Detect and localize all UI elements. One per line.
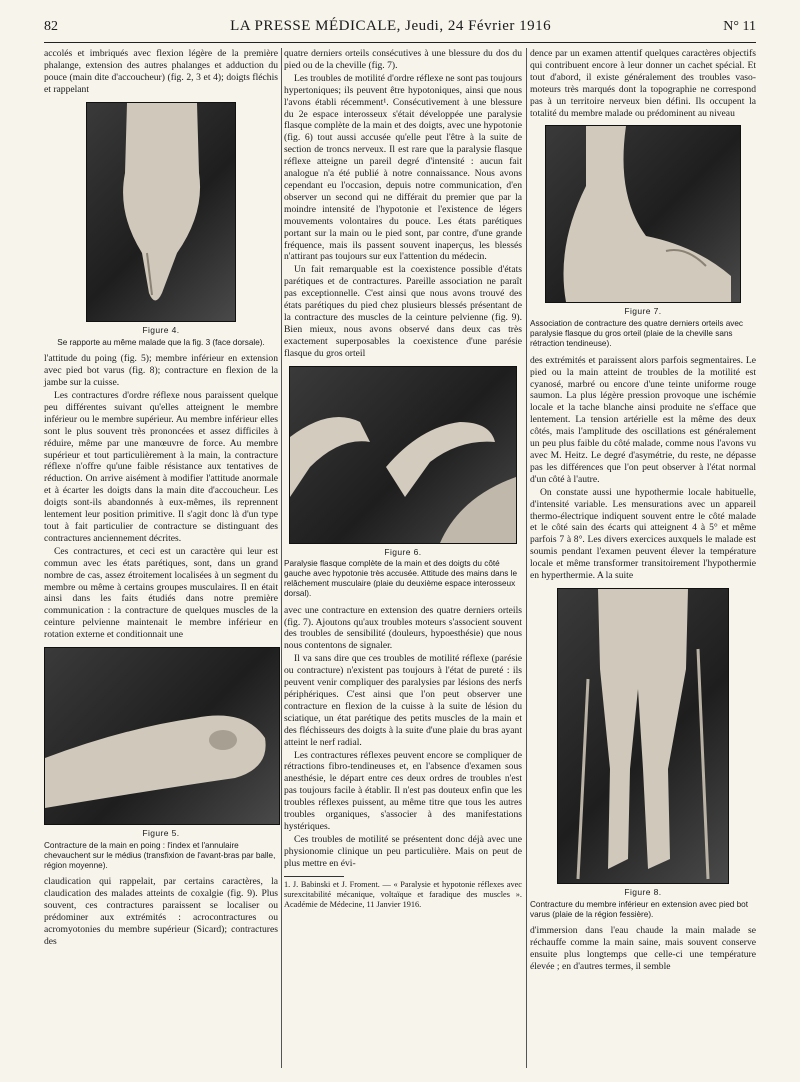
page-header	[44, 18, 756, 43]
figure-7-title: Figure 7.	[624, 306, 662, 317]
paragraph: dence par un examen attentif quelques caractères objectifs qui contribuent encore à leur donner un cachet spécial. Et tout d'abord, il existe généralement des troubles vaso-moteurs très marqués dont la topographie ne correspond pas à un territoire nerveux bien défini. Ils occupent la totalité du membre malade ou prédominent au niveau	[530, 48, 756, 119]
figure-7-photo	[545, 125, 741, 303]
paragraph: des extrémités et paraissent alors parfois segmentaires. Le pied ou la main atteint de troubles de la motilité est cyanosé, marbré ou encore d'une teinte uniforme rouge saumon. La plus légère pression provoque une ischémie locale et la tache blanche ainsi produite ne s'efface que lentement. La tension artérielle est la même des deux côtés, mais l'amplitude des oscillations est généralement un peu plus faible du côté malade, comme nous l'avons vu avec M. Heitz. Le degré d'asymétrie, du reste, ne dépasse pas les différences que l'on peut observer à l'état normal d'un côté à l'autre.	[530, 354, 756, 485]
column-3	[530, 48, 756, 974]
figure-5	[44, 647, 278, 870]
paragraph: d'immersion dans l'eau chaude la main malade se réchauffe comme la main saine, mais souvent conserve ensuite plus longtemps que celle-ci une température élevée ; en d'autres termes, il semble	[530, 925, 756, 973]
footnote: 1. J. Babinski et J. Froment. — « Paralysie et hypotonie réflexes avec surexcitabilité mécanique, voltaïque et faradique des muscles ». Académie de Médecine, 11 Janvier 1916.	[284, 879, 522, 909]
figure-5-photo	[44, 647, 280, 825]
figure-5-caption: Contracture de la main en poing : l'index et l'annulaire chevauchent sur le médius (transfixion de l'avant-bras par balle, région moyenne).	[44, 840, 276, 870]
issue-number: N° 11	[723, 19, 756, 34]
column-2	[284, 48, 522, 911]
paragraph: Ces contractures, et ceci est un caractère qui leur est commun avec les états parétiques, sont, dans un grand nombre de cas, assez étroitement localisées à un segment du membre ou même à certains groupes musculaires. Il en était ainsi dans les faits étudiés dans notre première communication : la contracture de quelques muscles de la ceinture pelvienne maintenait le membre inférieur en rotation externe et conditionnait une	[44, 545, 278, 641]
paragraph: Les contractures d'ordre réflexe nous paraissent quelque peu différentes suivant qu'elles atteignent le membre inférieur ou le membre supérieur. Au membre inférieur elles sont le plus souvent très prononcées et assez difficiles à réduire, même par une manœuvre de force. Au membre supérieur et tout particulièrement à la main, la contracture réflexe n'offre qu'une faible résistance aux tentatives de réduction. On arrive aisément à modifier l'attitude anormale et à écarter les doigts dans la main dite d'accoucheur. Les doigts sont-ils abandonnés à eux-mêmes, ils reprennent lentement leur position primitive. Il s'agit donc là d'un type tout à fait particulier de contracture se distinguant des contractures anciennement décrites.	[44, 390, 278, 544]
figure-6-title: Figure 6.	[384, 546, 422, 557]
figure-7	[530, 125, 756, 348]
figure-8-title: Figure 8.	[624, 886, 662, 897]
paragraph: On constate aussi une hypothermie locale habituelle, d'intensité variable. Les mensurations avec un appareil thermo-électrique indiquent souvent entre le côté malade et le côté sain des écarts qui atteignent 4 à 5° et même parfois 7 à 8°. Les divers exercices auxquels le malade est soumis pendant l'examen peuvent élever la température locale et même transformer transitoirement l'hypothermie en hyperthermie. A la suite	[530, 486, 756, 582]
figure-4-caption: Se rapporte au même malade que la fig. 3 (face dorsale).	[57, 337, 265, 347]
figure-6-photo	[289, 366, 517, 544]
journal-title: LA PRESSE MÉDICALE, Jeudi, 24 Février 1916	[230, 18, 552, 34]
figure-6	[284, 366, 522, 599]
paragraph: accolés et imbriqués avec flexion légère de la première phalange, extension des autres phalanges et adduction du pouce (main dite d'accoucheur) (fig. 2, 3 et 4); doigts fléchis et rappelant	[44, 48, 278, 95]
figure-7-caption: Association de contracture des quatre derniers orteils avec paralysie flasque du gros orteil (plaie de la cheville sans rétraction tendineuse).	[530, 319, 743, 348]
column-divider	[526, 48, 527, 1068]
figure-4	[44, 102, 278, 348]
paragraph: claudication qui rappelait, par certains caractères, la claudication des malades atteints de coxalgie (fig. 9). Plus souvent, ces contractures paraissent se localiser ou prédominer aux extrémités : acrocontractures ou acromyotonies du membre supérieur (Sicard); contractures des	[44, 876, 278, 947]
footnote-divider	[284, 876, 344, 877]
page-number: 82	[44, 19, 58, 34]
paragraph: Il va sans dire que ces troubles de motilité réflexe (parésie ou contracture) n'existent pas toujours à l'état de pureté : ils peuvent venir compliquer des paralysies par lésions des nerfs périphériques. C'est ainsi que l'on peut observer une contracture en flexion de la cuisse à la suite de lésion du sciatique, un état parétique des petits muscles de la main et des fléchisseurs des doigts à la suite d'une plaie du bras ayant atteint le nerf radial.	[284, 653, 522, 748]
paragraph: quatre derniers orteils consécutives à une blessure du dos du pied ou de la cheville (fig. 7).	[284, 48, 522, 71]
paragraph: Un fait remarquable est la coexistence possible d'états parétiques et de contractures. Pareille association ne paraît pas exceptionnelle. C'est ainsi que nous avons trouvé des états parétiques du pied chez plusieurs blessés présentant de la contracture des muscles de la ceinture pelvienne (fig. 9). Bien mieux, nous avons observé dans deux cas très exactement superposables la coexistence d'une parésie flasque du gros orteil	[284, 264, 522, 359]
figure-5-title: Figure 5.	[142, 828, 180, 839]
paragraph: Ces troubles de motilité se présentent donc déjà avec une physionomie clinique un peu particulière. Mais on peut de plus mettre en évi-	[284, 833, 522, 869]
figure-8-photo	[557, 588, 729, 884]
paragraph: avec une contracture en extension des quatre derniers orteils (fig. 7). Ajoutons qu'aux troubles moteurs s'associent souvent des troubles de sensibilité (douleurs, hypoesthésie) que nous nous contentons de signaler.	[284, 604, 522, 652]
figure-8-caption: Contracture du membre inférieur en extension avec pied bot varus (plaie de la région fessière).	[530, 899, 749, 919]
column-divider	[281, 48, 282, 1068]
paragraph: Les troubles de motilité d'ordre réflexe ne sont pas toujours hypertoniques; ils peuvent être hypotoniques, ainsi que nous l'avons établi récemment¹. Consécutivement à une blessure du 2e espace interosseux s'était développée une paralysie flasque complète de la main et des doigts, avec une hypotonie (fig. 6) tout aussi accusée qu'elle peut l'être à la suite de section de troncs nerveux. Il est rare que la paralysie flasque réflexe atteigne un pareil degré d'intensité : aucun fait analogue n'a été publié à notre connaissance. Nous avons cependant eu l'occasion, depuis notre communication, d'en observer un second qui ne différait du premier que par la moindre intensité de l'hypotonie et l'existence de légers mouvements volontaires du pouce. Les états parétiques portant sur la main ou le pied sont, par contre, d'une grande fréquence, mais ils passent souvent inaperçus, les blessés n'attirant pas toujours sur eux l'attention du médecin.	[284, 72, 522, 263]
figure-4-photo	[86, 102, 236, 322]
column-1	[44, 48, 278, 949]
figure-6-caption: Paralysie flasque complète de la main et des doigts du côté gauche avec hypotonie très accusée. Attitude des mains dans le relâchement musculaire (plaie du deuxième espace interosseux dorsal).	[284, 559, 518, 598]
paragraph: Les contractures réflexes peuvent encore se compliquer de rétractions fibro-tendineuses et, en l'absence d'examen sous anesthésie, le départ entre ces deux ordres de troubles n'est pas toujours facile à établir. Il n'est pas douteux enfin que les troubles réflexes puissent, au même titre que tous les autres troubles organiques, s'associer à des manifestations hystériques.	[284, 749, 522, 832]
paragraph: l'attitude du poing (fig. 5); membre inférieur en extension avec pied bot varus (fig. 8); contracture en flexion de la jambe sur la cuisse.	[44, 353, 278, 389]
figure-4-title: Figure 4.	[142, 324, 180, 335]
figure-8	[530, 588, 756, 920]
